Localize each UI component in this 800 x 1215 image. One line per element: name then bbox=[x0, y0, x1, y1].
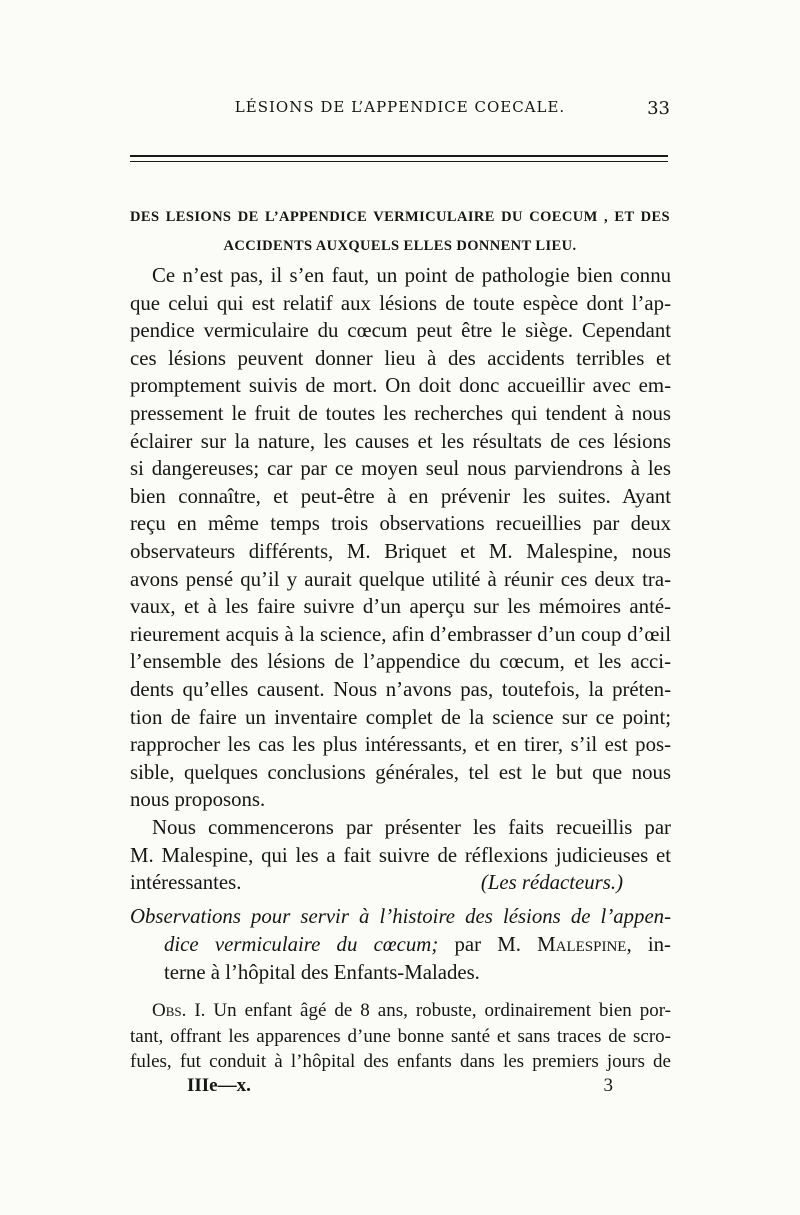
header-rule bbox=[130, 155, 668, 157]
text-line: avons pensé qu’il y aurait quelque utilité à réunir ces deux tra- bbox=[130, 567, 671, 591]
heading-line: terne à l’hôpital des Enfants-Malades. bbox=[164, 961, 480, 984]
page-number: 33 bbox=[647, 98, 670, 119]
text-line: tion de faire un inventaire complet de la science sur ce point; bbox=[130, 705, 671, 729]
text-line: pressement le fruit de toutes les recherches qui tendent à nous bbox=[130, 401, 671, 425]
header-rule-thin bbox=[130, 161, 668, 162]
text-line: M. Malespine, qui les a fait suivre de réflexions judicieuses et bbox=[130, 843, 671, 867]
text-line: fules, fut conduit à l’hôpital des enfants dans les premiers jours de bbox=[130, 1051, 671, 1072]
heading-by: par M. bbox=[438, 933, 538, 956]
signature-line bbox=[130, 869, 671, 897]
running-head bbox=[130, 98, 670, 128]
heading-line: Observations pour servir à l’histoire des lésions de l’appen- bbox=[130, 905, 671, 928]
text-line: ces lésions peuvent donner lieu à des accidents terribles et bbox=[130, 346, 671, 370]
observations-heading bbox=[130, 903, 671, 987]
author-name: Malespine bbox=[537, 933, 627, 956]
heading-tail: , in- bbox=[626, 933, 671, 956]
heading-italic: dice vermiculaire du cœcum; bbox=[164, 933, 439, 956]
text-line: tant, offrant les apparences d’une bonne santé et sans traces de scro- bbox=[130, 1025, 671, 1047]
paragraph-editors bbox=[130, 814, 671, 897]
text-line: observateurs différents, M. Briquet et M. Malespine, nous bbox=[130, 539, 671, 563]
signature-mark: IIIe—x. bbox=[187, 1075, 251, 1096]
text-line: sible, quelques conclusions générales, tel est le but que nous bbox=[130, 760, 671, 784]
editors-signature: (Les rédacteurs.) bbox=[480, 871, 623, 895]
text-line: intéressantes. bbox=[130, 871, 242, 895]
section-title-line-1: DES LESIONS DE L’APPENDICE VERMICULAIRE DU COECUM , ET DES bbox=[130, 209, 670, 225]
heading-line bbox=[130, 931, 671, 959]
text-line: éclairer sur la nature, les causes et les résultats de ces lésions bbox=[130, 429, 671, 453]
text-line bbox=[130, 998, 671, 1024]
text-line: l’ensemble des lésions de l’appendice du cœcum, et les acci- bbox=[130, 650, 671, 674]
text-line: reçu en même temps trois observations recueillies par deux bbox=[130, 512, 671, 536]
section-title bbox=[130, 203, 670, 261]
text-line: que celui qui est relatif aux lésions de toute espèce dont l’ap- bbox=[130, 291, 671, 315]
text-line: bien connaître, et peut-être à en prévenir les suites. Ayant bbox=[130, 484, 671, 508]
observation-text: Un enfant âgé de 8 ans, robuste, ordinairement bien por- bbox=[205, 1000, 672, 1021]
text-line: nous proposons. bbox=[130, 788, 266, 812]
text-line: vaux, et à les faire suivre d’un aperçu sur les mémoires anté- bbox=[130, 595, 671, 619]
running-title: LÉSIONS DE L’APPENDICE COECALE. bbox=[234, 98, 566, 116]
page-footer bbox=[130, 1075, 671, 1103]
folio-number: 3 bbox=[603, 1075, 613, 1096]
text-line: pendice vermiculaire du cœcum peut être le siège. Cependant bbox=[130, 319, 671, 343]
text-line: rapprocher les cas les plus intéressants, et en tirer, s’il est pos- bbox=[130, 733, 671, 757]
text-line: Ce n’est pas, il s’en faut, un point de pathologie bien connu bbox=[152, 264, 671, 287]
text-line: dents qu’elles causent. Nous n’avons pas, toutefois, la préten- bbox=[130, 677, 671, 701]
text-line: promptement suivis de mort. On doit donc accueillir avec em- bbox=[130, 374, 671, 398]
observation-label: Obs. I. bbox=[152, 1000, 206, 1021]
text-line: rieurement acquis à la science, afin d’embrasser d’un coup d’œil bbox=[130, 622, 671, 646]
observation-1 bbox=[130, 998, 671, 1075]
paragraph-intro bbox=[130, 262, 671, 814]
text-line: si dangereuses; car par ce moyen seul nous parviendrons à les bbox=[130, 457, 671, 481]
text-line: Nous commencerons par présenter les faits recueillis par bbox=[152, 816, 671, 839]
section-title-line-2: ACCIDENTS AUXQUELS ELLES DONNENT LIEU. bbox=[223, 238, 577, 254]
